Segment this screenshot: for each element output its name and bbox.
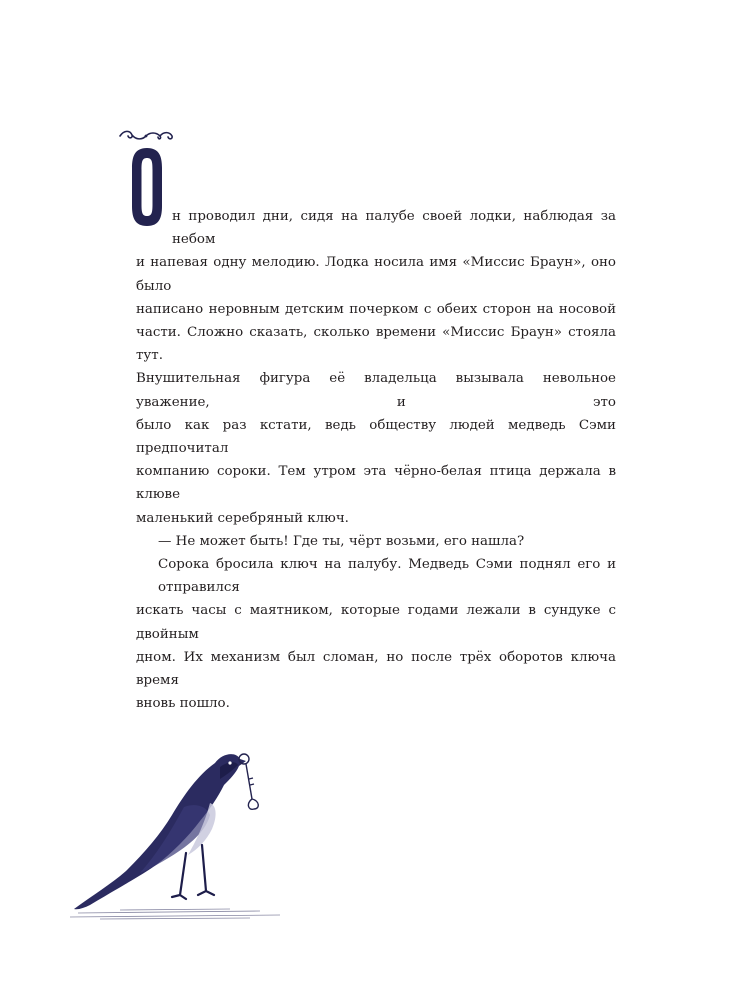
flourish-ornament-icon [118, 128, 174, 144]
text-line: маленький серебряный ключ. [136, 510, 349, 526]
ground-shadow [70, 909, 280, 919]
body-text [136, 205, 616, 715]
paragraph-3 [136, 553, 616, 715]
text-line: Внушительная фигура её владельца вызывала невольное уважение, и это [136, 371, 616, 410]
text-line: н проводил дни, сидя на палубе своей лодки, наблюдая за небом [172, 209, 616, 248]
paragraph-2-dialogue [136, 530, 616, 553]
text-line: вновь пошло. [136, 696, 230, 712]
text-line: и напевая одну мелодию. Лодка носила имя «Миссис Браун», оно было [136, 255, 616, 294]
text-line: компанию сороки. Тем утром эта чёрно-белая птица держала в клюве [136, 464, 616, 503]
text-line: искать часы с маятником, которые годами лежали в сундуке с двойным [136, 603, 616, 642]
paragraph-1 [136, 205, 616, 530]
text-line: было как раз кстати, ведь обществу людей медведь Сэми предпочитал [136, 417, 616, 457]
text-line: части. Сложно сказать, сколько времени «Миссис Браун» стояла тут. [136, 325, 616, 364]
text-line: написано неровным детским почерком с обеих сторон на носовой [136, 301, 616, 317]
magpie-with-key-illustration [60, 745, 290, 925]
text-line: дном. Их механизм был сломан, но после трёх оборотов ключа время [136, 649, 616, 689]
text-line: Сорока бросила ключ на палубу. Медведь Сэми поднял его и отправился [158, 557, 616, 596]
text-line: — Не может быть! Где ты, чёрт возьми, его нашла? [158, 533, 525, 549]
magpie-bird-icon [74, 754, 246, 909]
